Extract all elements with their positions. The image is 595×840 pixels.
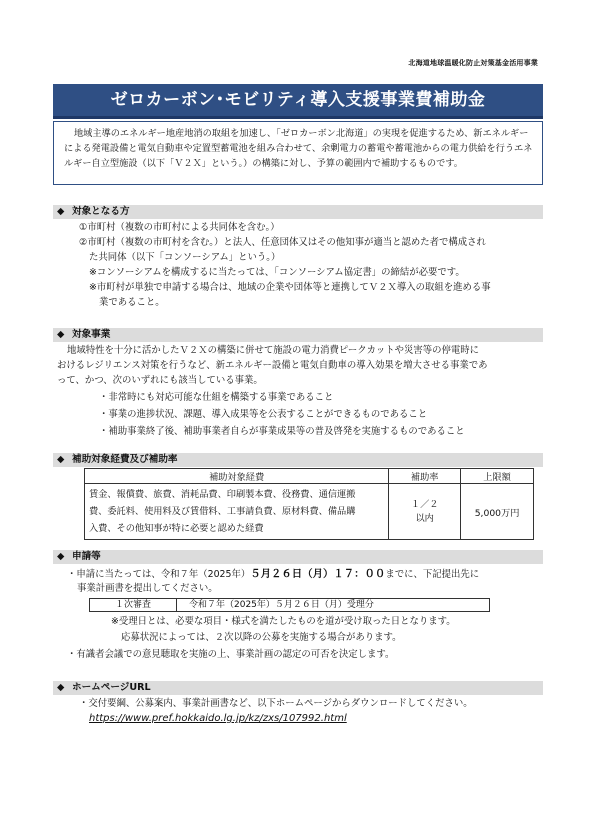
apply-note-2: 応募状況によっては、２次以降の公募を実施する場合があります。 xyxy=(121,632,402,643)
section-heading-projects xyxy=(53,328,543,342)
target-note-2: ※市町村が単独で申請する場合は、地域の企業や団体等と連携してＶ２Ｘ導入の取組を進める事 xyxy=(89,282,491,293)
schedule-key: １次審査 xyxy=(90,599,177,612)
intro-text: 地域主導のエネルギー地産地消の取組を加速し、「ゼロカーボン北海道」の実現を促進するため、新エネルギーによる発電設備と電気自動車や定置型蓄電池を組み合わせて、余剰電力の蓄電や蓄電池からの電力供給を行うエネルギー自立型施設（以下「Ｖ２Ｘ」という。）の構築に対し、予算の範囲内で補助するものです。 xyxy=(64,128,533,169)
section-heading-costs xyxy=(53,453,543,467)
expenses-cell xyxy=(85,484,389,540)
target-line-3: た共同体（以下「コンソーシアム」という。） xyxy=(89,252,281,263)
homepage-line-1: ・交付要綱、公募案内、事業計画書など、以下ホームページからダウンロードしてください。 xyxy=(79,698,473,709)
table-row xyxy=(90,599,490,612)
table-row xyxy=(85,484,534,540)
cost-table xyxy=(84,468,534,540)
project-bullet-1: ・非常時にも対応可能な仕組を構築する事業であること xyxy=(99,392,334,403)
rate-value: １／２ xyxy=(410,498,439,510)
project-line-2: おけるレジリエンス対策を行うなど、新エネルギー設備と電気自動車の導入効果を増大させる事業であ xyxy=(57,360,488,371)
title-underline xyxy=(53,116,543,119)
apply-text-post: までに、下記提出先に xyxy=(385,569,480,580)
section-title: 対象事業 xyxy=(72,329,111,340)
table-header-row xyxy=(85,469,534,484)
section-title: 申請等 xyxy=(72,551,101,562)
section-title: 補助対象経費及び補助率 xyxy=(72,454,178,465)
project-line-1: 地域特性を十分に活かしたＶ２Ｘの構築に併せて施設の電力消費ピークカットや災害等の停電時に xyxy=(67,345,480,356)
target-line-2: ②市町村（複数の市町村を含む。）と法人、任意団体又はその他知事が適当と認めた者で構成され xyxy=(79,237,486,248)
apply-note-1: ※受理日とは、必要な項目・様式を満たしたものを道が受け取った日となります。 xyxy=(111,616,456,627)
project-line-3: って、かつ、次のいずれにも該当している事業。 xyxy=(57,375,263,386)
apply-line-2: 事業計画書を提出してください。 xyxy=(77,583,218,594)
section-title: ホームページURL xyxy=(72,682,151,693)
column-header: 補助率 xyxy=(389,469,461,484)
schedule-value: 令和７年（2025年）５月２６日（月）受理分 xyxy=(177,599,490,612)
apply-line-3: ・有識者会議での意見聴取を実施の上、事業計画の認定の可否を決定します。 xyxy=(67,649,395,660)
apply-text-pre: ・申請に当たっては、令和７年（2025年） xyxy=(67,569,251,580)
expenses-line: 賃金、報償費、旅費、消耗品費、印刷製本費、役務費、通信運搬 xyxy=(89,489,356,500)
deadline: ５月２６日（月）１７：００ xyxy=(250,568,386,580)
limit-cell: 5,000万円 xyxy=(461,484,534,540)
apply-line-1 xyxy=(67,567,479,582)
diamond-icon: ◆ xyxy=(57,329,65,340)
section-heading-targets xyxy=(53,205,543,219)
homepage-link[interactable]: https://www.pref.hokkaido.lg.jp/kz/zxs/107992.html xyxy=(89,713,347,724)
column-header: 補助対象経費 xyxy=(85,469,389,484)
diamond-icon: ◆ xyxy=(57,682,65,693)
diamond-icon: ◆ xyxy=(57,454,65,465)
rate-qualifier: 以内 xyxy=(415,512,434,524)
target-note-1: ※コンソーシアムを構成するに当たっては、「コンソーシアム協定書」の締結が必要です。 xyxy=(89,267,465,278)
page-title: ゼロカーボン･モビリティ導入支援事業費補助金 xyxy=(53,84,543,116)
column-header: 上限額 xyxy=(461,469,534,484)
section-heading-homepage xyxy=(53,681,543,695)
schedule-table xyxy=(89,598,490,612)
project-bullet-2: ・事業の進捗状況、課題、導入成果等を公表することができるものであること xyxy=(99,409,428,420)
diamond-icon: ◆ xyxy=(57,206,65,217)
section-heading-apply xyxy=(53,550,543,564)
target-note-3: 業であること。 xyxy=(99,297,165,308)
org-label: 北海道地球温暖化防止対策基金活用事業 xyxy=(408,59,538,67)
expenses-line: 費、委託料、使用料及び賃借料、工事請負費、原材料費、備品購 xyxy=(89,506,356,517)
rate-cell xyxy=(389,484,461,540)
target-line-1: ①市町村（複数の市町村による共同体を含む。） xyxy=(79,222,280,233)
diamond-icon: ◆ xyxy=(57,551,65,562)
project-bullet-3: ・補助事業終了後、補助事業者自らが事業成果等の普及啓発を実施するものであること xyxy=(99,426,465,437)
intro-box xyxy=(53,121,543,185)
section-title: 対象となる方 xyxy=(72,206,130,217)
expenses-line: 入費、その他知事が特に必要と認めた経費 xyxy=(89,523,264,534)
